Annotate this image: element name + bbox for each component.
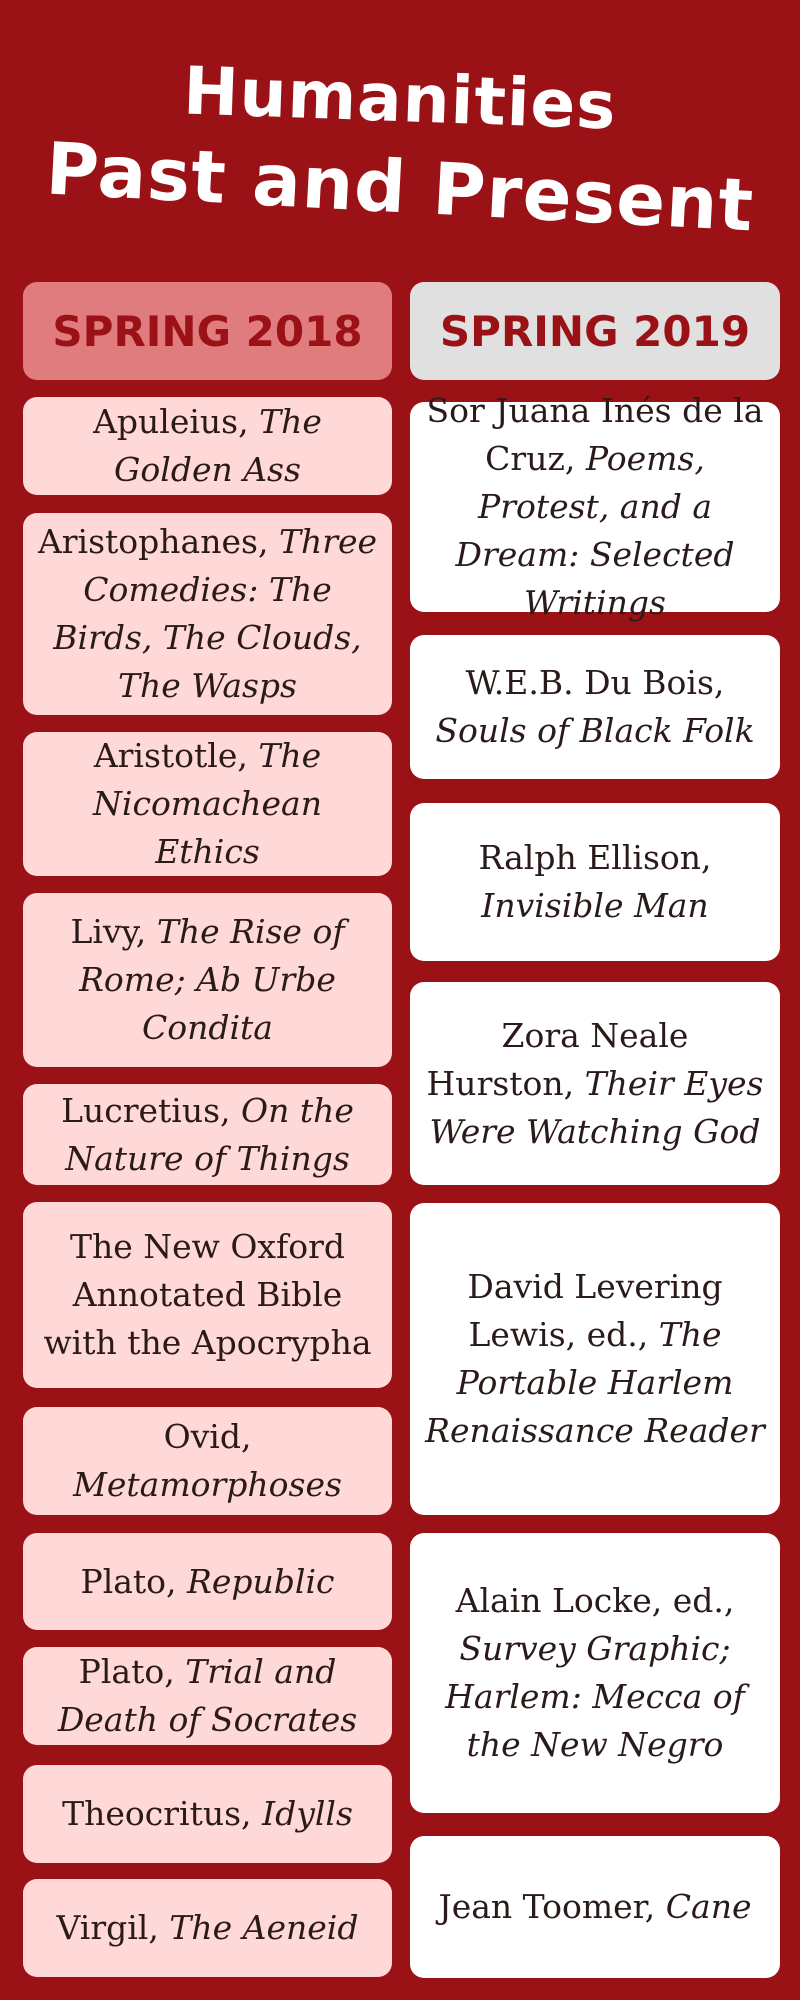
book-author: The New Oxford Annotated Bible with the Apocrypha (43, 1227, 372, 1362)
book-card (410, 982, 780, 1185)
book-card (23, 893, 392, 1067)
book-author: Ralph Ellison, (478, 838, 712, 877)
title-line-2: Past and Present (43, 126, 757, 248)
book-author: Sor Juana Inés de la Cruz, (426, 391, 764, 478)
book-title: The Portable Harlem Renaissance Reader (425, 1315, 765, 1450)
book-card (410, 803, 780, 961)
book-title: Cane (665, 1887, 752, 1926)
book-card (410, 1203, 780, 1515)
book-title: Trial and Death of Socrates (57, 1652, 358, 1739)
book-title: On the Nature of Things (65, 1090, 354, 1178)
book-title: The Golden Ass (114, 402, 322, 489)
book-card (23, 397, 392, 495)
book-author: Plato, (78, 1652, 175, 1691)
book-card (23, 1879, 392, 1977)
book-card (23, 1084, 392, 1185)
book-title: The Aeneid (169, 1908, 359, 1947)
book-author: Alain Locke, ed., (455, 1581, 735, 1620)
book-card (23, 1765, 392, 1863)
book-author: Zora Neale Hurston, (426, 1015, 689, 1103)
book-author: Apuleius, (93, 402, 249, 441)
book-author: Livy, (70, 912, 147, 951)
book-card (410, 391, 780, 622)
page-title (0, 40, 800, 248)
book-card (23, 513, 392, 715)
book-author: Plato, (80, 1561, 177, 1601)
book-card (410, 1533, 780, 1813)
book-title: Souls of Black Folk (435, 711, 755, 750)
book-author: Virgil, (56, 1908, 159, 1947)
column-header-spring-2019: SPRING 2019 (410, 282, 780, 380)
book-author: W.E.B. Du Bois, (465, 663, 725, 702)
book-title: Poems, Protest, and a Dream: Selected Writings (455, 439, 735, 622)
book-title: Republic (187, 1561, 335, 1601)
book-author: Theocritus, (62, 1794, 252, 1833)
book-title: The Nicomachean Ethics (93, 736, 322, 871)
book-title: Three Comedies: The Birds, The Clouds, The Wasps (53, 522, 378, 705)
book-card (410, 635, 780, 779)
book-title: Idylls (262, 1794, 353, 1833)
book-author: Aristotle, (93, 736, 248, 775)
book-author: David Levering Lewis, ed., (467, 1267, 723, 1354)
book-title: Survey Graphic; Harlem: Mecca of the New Negro (445, 1629, 745, 1764)
book-card (23, 1647, 392, 1745)
title-line-1: Humanities (182, 52, 618, 145)
book-card (23, 732, 392, 876)
book-card (23, 1407, 392, 1515)
book-title: The Rise of Rome; Ab Urbe Condita (79, 912, 345, 1047)
book-title: Metamorphoses (73, 1465, 342, 1504)
book-author: Ovid, (163, 1417, 252, 1456)
book-card (23, 1533, 392, 1630)
book-card (23, 1202, 392, 1388)
book-card (410, 1836, 780, 1978)
book-title: Invisible Man (481, 886, 709, 925)
column-header-spring-2018: SPRING 2018 (23, 282, 392, 380)
book-author: Jean Toomer, (438, 1887, 656, 1926)
book-author: Lucretius, (61, 1090, 231, 1130)
book-title: Their Eyes Were Watching God (429, 1063, 764, 1151)
book-author: Aristophanes, (37, 522, 269, 561)
